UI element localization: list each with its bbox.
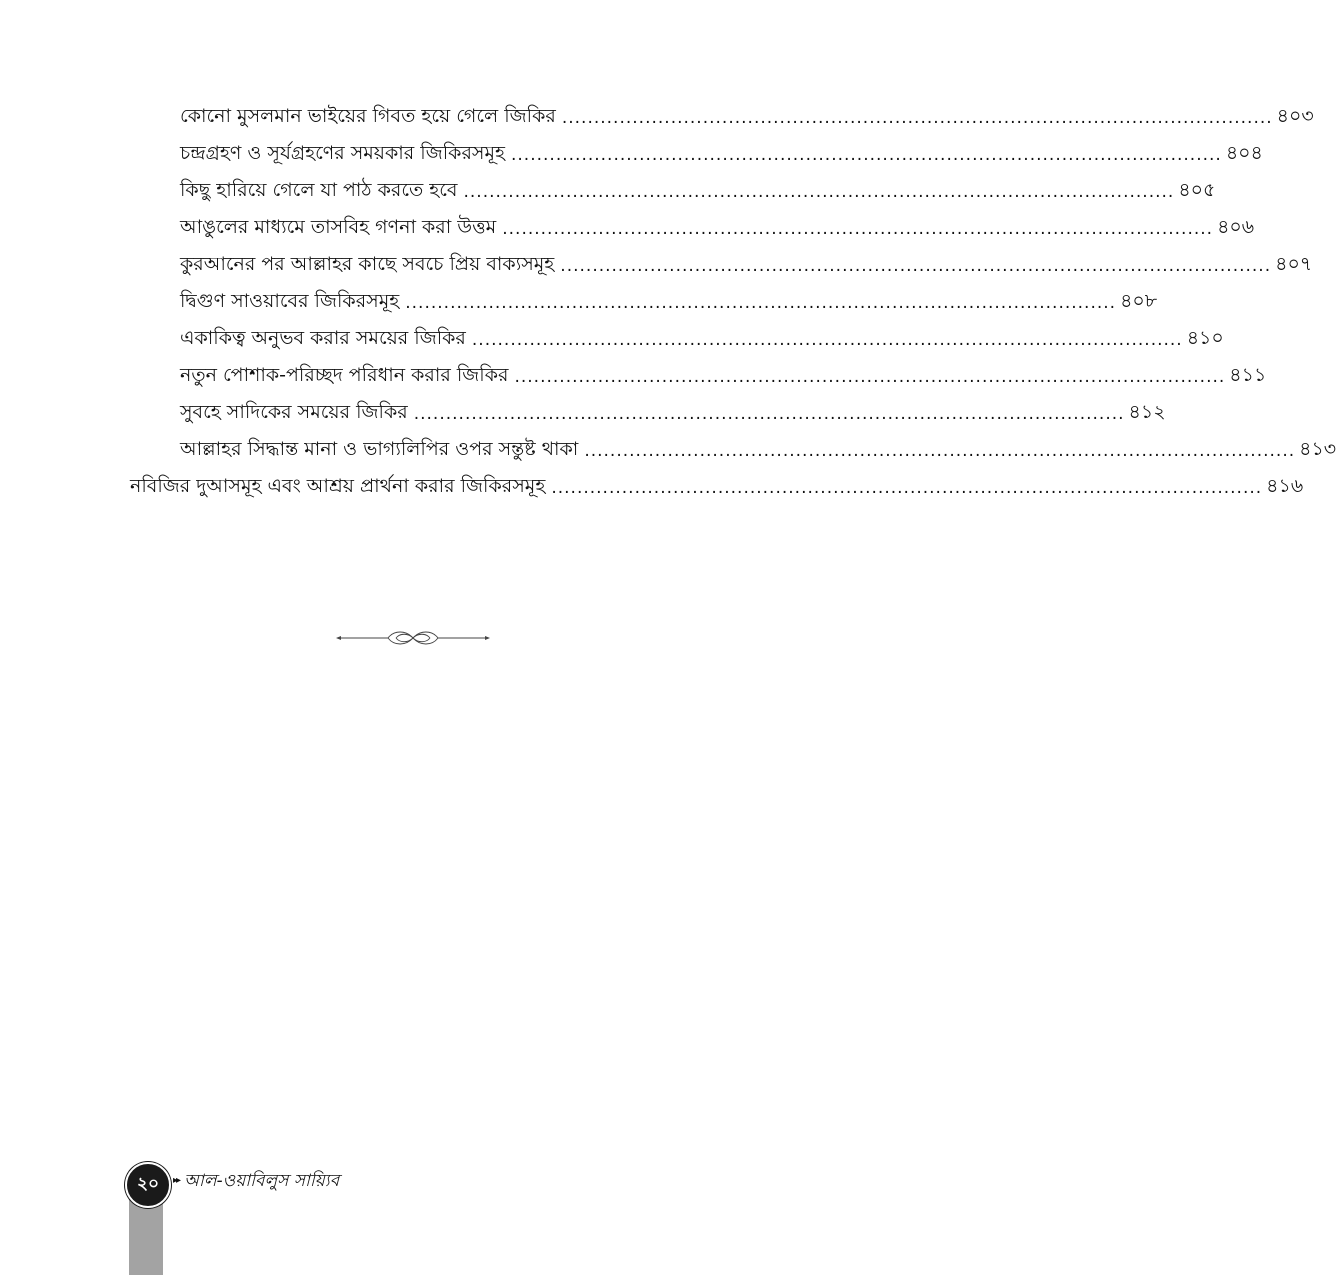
double-chevron-right-icon: ▸▸ xyxy=(173,1175,180,1186)
toc-entry-title: কুরআনের পর আল্লাহর কাছে সবচে প্রিয় বাক্যসমূহ xyxy=(180,253,555,275)
toc-entry-title: দ্বিগুণ সাওয়াবের জিকিরসমূহ xyxy=(180,290,400,312)
toc-entry-page: ৪১১ xyxy=(1229,364,1267,386)
toc-entry xyxy=(180,285,1158,317)
toc-entry xyxy=(180,137,1263,169)
toc-leader-dots: ............................................................................................................... xyxy=(413,404,1125,424)
toc-entry-title: নবিজির দুআসমূহ এবং আশ্রয় প্রার্থনা করার জিকিরসমূহ xyxy=(130,475,546,497)
toc-entry xyxy=(180,433,1336,465)
toc-entry xyxy=(180,248,1313,280)
toc-leader-dots: ............................................................................................................... xyxy=(471,330,1183,350)
toc-entry-page: ৪১৬ xyxy=(1266,475,1304,497)
toc-entry-page: ৪১৩ xyxy=(1299,438,1336,460)
toc-leader-dots: ............................................................................................................... xyxy=(463,182,1175,202)
toc-entry-page: ৪০৪ xyxy=(1225,142,1263,164)
toc-entry xyxy=(180,396,1166,428)
toc-entry xyxy=(180,322,1224,354)
toc-entry-page: ৪০৭ xyxy=(1275,253,1313,275)
page-number-badge: ২০ xyxy=(125,1162,171,1208)
toc-entry-page: ৪১২ xyxy=(1128,401,1166,423)
toc-leader-dots: ............................................................................................................... xyxy=(502,219,1214,239)
toc-leader-dots: ............................................................................................................... xyxy=(560,256,1272,276)
toc-entry-title: কোনো মুসলমান ভাইয়ের গিবত হয়ে গেলে জিকির xyxy=(180,105,556,127)
toc-entry-title: সুবহে সাদিকের সময়ের জিকির xyxy=(180,401,408,423)
toc-leader-dots: ............................................................................................................... xyxy=(511,145,1222,165)
running-header xyxy=(173,1168,339,1194)
toc-entry-page: ৪০৮ xyxy=(1120,290,1158,312)
toc-entry-title: কিছু হারিয়ে গেলে যা পাঠ করতে হবে xyxy=(180,179,458,201)
toc-entry xyxy=(180,100,1314,132)
toc-entry-title: নতুন পোশাক-পরিচ্ছদ পরিধান করার জিকির xyxy=(180,364,509,386)
toc-entry-title: একাকিত্ব অনুভব করার সময়ের জিকির xyxy=(180,327,466,349)
toc-leader-dots: ............................................................................................................... xyxy=(551,478,1263,498)
toc-entry-page: ৪০৬ xyxy=(1217,216,1255,238)
toc-entry xyxy=(180,211,1255,243)
flourish-divider-ornament xyxy=(336,626,490,650)
toc-entry xyxy=(130,470,1304,502)
toc-leader-dots: ............................................................................................................... xyxy=(514,367,1226,387)
toc-leader-dots: ............................................................................................................... xyxy=(584,441,1296,461)
toc-leader-dots: ............................................................................................................... xyxy=(561,108,1273,128)
book-title: আল-ওয়াবিলুস সায়্যিব xyxy=(184,1171,340,1191)
toc-entry-title: আঙুলের মাধ্যমে তাসবিহ গণনা করা উত্তম xyxy=(180,216,497,238)
toc-entry-title: চন্দ্রগ্রহণ ও সূর্যগ্রহণের সময়কার জিকিরসমূহ xyxy=(180,142,505,164)
toc-entry-page: ৪১০ xyxy=(1186,327,1224,349)
toc-leader-dots: ............................................................................................................... xyxy=(405,293,1117,313)
toc-entry-page: ৪০৩ xyxy=(1276,105,1314,127)
toc-entry-page: ৪০৫ xyxy=(1178,179,1216,201)
toc-entry xyxy=(180,359,1267,391)
toc-entry xyxy=(180,174,1216,206)
toc-entry-title: আল্লাহর সিদ্ধান্ত মানা ও ভাগ্যলিপির ওপর সন্তুষ্ট থাকা xyxy=(180,438,579,460)
